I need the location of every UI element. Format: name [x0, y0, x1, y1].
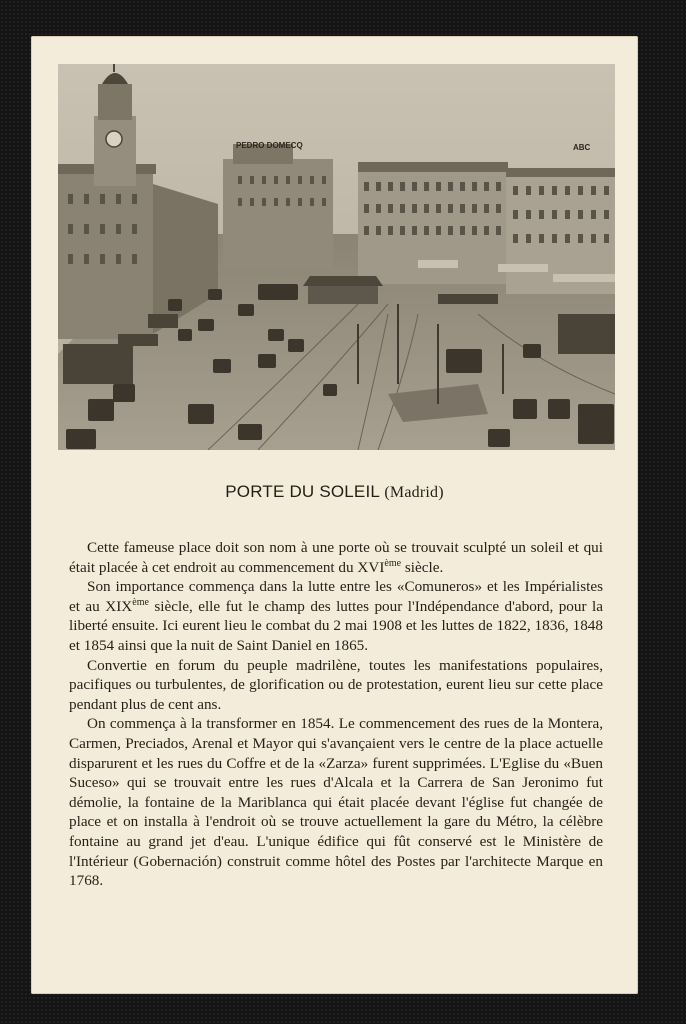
paragraph-1-text-end: siècle.	[401, 558, 444, 576]
paragraph-1	[69, 538, 603, 577]
title-location: (Madrid)	[384, 484, 444, 501]
rooftop-sign-right: ABC	[573, 143, 591, 152]
paragraph-2-text-end: siècle, elle fut le champ des luttes pour l'Indépendance d'abord, pour la liberté ensuite. Ici eurent lieu le combat du 2 mai 1908 et les luttes de 1822, 1836, 1848 et 1854 ainsi que la nuit de Saint Daniel en 1865.	[69, 597, 603, 654]
postcard-title	[31, 482, 638, 502]
paragraph-2-superscript: ème	[132, 596, 149, 608]
title-main: PORTE DU SOLEIL	[225, 482, 380, 501]
paragraph-2	[69, 577, 603, 655]
paragraph-1-superscript: ème	[384, 557, 402, 569]
rooftop-sign-left: PEDRO DOMECQ	[236, 141, 303, 150]
description-text	[69, 538, 603, 891]
paragraph-3: Convertie en forum du peuple madrilène, toutes les manifestations populaires, pacifiques ou turbulentes, de glorification ou de protestation, eurent lieu sur cette place pendant plus de cent ans.	[69, 656, 603, 713]
photo-illustration	[58, 64, 615, 450]
paragraph-1-text: Cette fameuse place doit son nom à une porte où se trouvait sculpté un soleil et qui était placée à cet endroit au commencement du XVI	[69, 539, 603, 576]
paragraph-2-text: Son importance commença dans la lutte entre les «Comuneros» et les Impérialistes et au XIX	[69, 578, 603, 615]
puerta-del-sol-photo	[58, 64, 615, 450]
paragraph-4: On commença à la transformer en 1854. Le commencement des rues de la Montera, Carmen, Preciados, Arenal et Mayor qui s'avançaient vers le centre de la place actuelle disparurent et les rues du Coffre et de la «Zarza» furent supprimées. L'Eglise du «Buen Suceso» qui se trouvait entre les rues d'Alcala et la Carrera de San Jeronimo fut démolie, la fontaine de la Mariblanca qui était placée devant l'église fut changée de place et on installa à l'endroit où se trouve actuellement la gare du Métro, la célèbre fontaine au grand jet d'eau. L'unique édifice qui fût conservé est le Ministère de l'Intérieur (Gobernación) construit comme hôtel des Postes par l'architecte Marque en 1768.	[69, 715, 603, 890]
postcard	[31, 36, 638, 994]
